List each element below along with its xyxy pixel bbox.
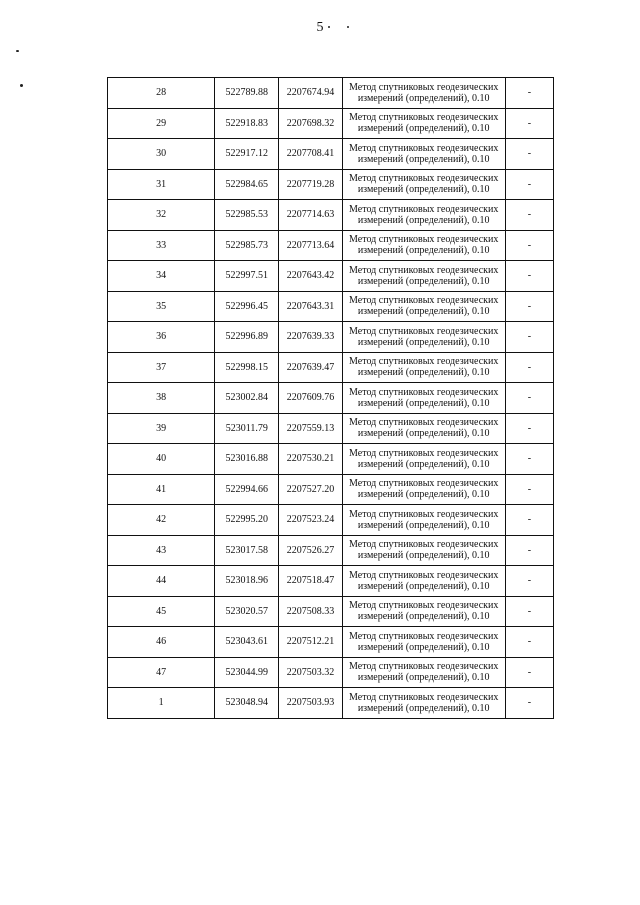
description-cell: -	[505, 78, 553, 109]
point-number-cell: 40	[108, 444, 215, 475]
x-coordinate-cell: 522995.20	[215, 505, 279, 536]
y-coordinate-cell: 2207559.13	[279, 413, 342, 444]
description-cell: -	[505, 261, 553, 292]
point-number-cell: 46	[108, 627, 215, 658]
y-coordinate-cell: 2207530.21	[279, 444, 342, 475]
x-coordinate-cell: 522998.15	[215, 352, 279, 383]
point-number-cell: 30	[108, 139, 215, 170]
table-row	[108, 474, 554, 505]
description-cell: -	[505, 474, 553, 505]
description-cell: -	[505, 413, 553, 444]
method-cell: Метод спутниковых геодезических измерений (определений), 0.10	[342, 566, 505, 597]
y-coordinate-cell: 2207719.28	[279, 169, 342, 200]
x-coordinate-cell: 523043.61	[215, 627, 279, 658]
y-coordinate-cell: 2207708.41	[279, 139, 342, 170]
x-coordinate-cell: 523002.84	[215, 383, 279, 414]
y-coordinate-cell: 2207714.63	[279, 200, 342, 231]
method-cell: Метод спутниковых геодезических измерений (определений), 0.10	[342, 535, 505, 566]
method-cell: Метод спутниковых геодезических измерений (определений), 0.10	[342, 108, 505, 139]
table-row	[108, 413, 554, 444]
method-cell: Метод спутниковых геодезических измерений (определений), 0.10	[342, 505, 505, 536]
point-number-cell: 41	[108, 474, 215, 505]
y-coordinate-cell: 2207674.94	[279, 78, 342, 109]
table-row	[108, 139, 554, 170]
y-coordinate-cell: 2207503.32	[279, 657, 342, 688]
table-row	[108, 200, 554, 231]
x-coordinate-cell: 523016.88	[215, 444, 279, 475]
point-number-cell: 33	[108, 230, 215, 261]
x-coordinate-cell: 522994.66	[215, 474, 279, 505]
table-row	[108, 108, 554, 139]
table-row	[108, 505, 554, 536]
description-cell: -	[505, 566, 553, 597]
y-coordinate-cell: 2207503.93	[279, 688, 342, 719]
point-number-cell: 32	[108, 200, 215, 231]
method-cell: Метод спутниковых геодезических измерений (определений), 0.10	[342, 291, 505, 322]
x-coordinate-cell: 522984.65	[215, 169, 279, 200]
y-coordinate-cell: 2207713.64	[279, 230, 342, 261]
table-row	[108, 261, 554, 292]
point-number-cell: 44	[108, 566, 215, 597]
y-coordinate-cell: 2207643.31	[279, 291, 342, 322]
method-cell: Метод спутниковых геодезических измерений (определений), 0.10	[342, 627, 505, 658]
table-row	[108, 688, 554, 719]
description-cell: -	[505, 352, 553, 383]
y-coordinate-cell: 2207512.21	[279, 627, 342, 658]
description-cell: -	[505, 200, 553, 231]
method-cell: Метод спутниковых геодезических измерений (определений), 0.10	[342, 261, 505, 292]
description-cell: -	[505, 505, 553, 536]
point-number-cell: 42	[108, 505, 215, 536]
method-cell: Метод спутниковых геодезических измерений (определений), 0.10	[342, 322, 505, 353]
table-row	[108, 627, 554, 658]
table-row	[108, 535, 554, 566]
method-cell: Метод спутниковых геодезических измерений (определений), 0.10	[342, 444, 505, 475]
point-number-cell: 45	[108, 596, 215, 627]
y-coordinate-cell: 2207698.32	[279, 108, 342, 139]
x-coordinate-cell: 523017.58	[215, 535, 279, 566]
scan-speck	[20, 84, 23, 87]
method-cell: Метод спутниковых геодезических измерений (определений), 0.10	[342, 596, 505, 627]
description-cell: -	[505, 535, 553, 566]
y-coordinate-cell: 2207526.27	[279, 535, 342, 566]
table-row	[108, 657, 554, 688]
point-number-cell: 43	[108, 535, 215, 566]
point-number-cell: 34	[108, 261, 215, 292]
point-number-cell: 36	[108, 322, 215, 353]
x-coordinate-cell: 523044.99	[215, 657, 279, 688]
method-cell: Метод спутниковых геодезических измерений (определений), 0.10	[342, 230, 505, 261]
method-cell: Метод спутниковых геодезических измерений (определений), 0.10	[342, 688, 505, 719]
page-number: 5	[316, 20, 324, 35]
table-row	[108, 352, 554, 383]
point-number-cell: 38	[108, 383, 215, 414]
method-cell: Метод спутниковых геодезических измерений (определений), 0.10	[342, 139, 505, 170]
method-cell: Метод спутниковых геодезических измерений (определений), 0.10	[342, 657, 505, 688]
description-cell: -	[505, 322, 553, 353]
point-number-cell: 31	[108, 169, 215, 200]
coordinates-table-body	[108, 78, 554, 719]
table-row	[108, 291, 554, 322]
x-coordinate-cell: 523011.79	[215, 413, 279, 444]
y-coordinate-cell: 2207527.20	[279, 474, 342, 505]
description-cell: -	[505, 688, 553, 719]
method-cell: Метод спутниковых геодезических измерений (определений), 0.10	[342, 474, 505, 505]
method-cell: Метод спутниковых геодезических измерений (определений), 0.10	[342, 413, 505, 444]
table-row	[108, 444, 554, 475]
x-coordinate-cell: 523018.96	[215, 566, 279, 597]
x-coordinate-cell: 522985.53	[215, 200, 279, 231]
description-cell: -	[505, 108, 553, 139]
point-number-cell: 29	[108, 108, 215, 139]
x-coordinate-cell: 522996.89	[215, 322, 279, 353]
scan-speck	[16, 50, 19, 52]
point-number-cell: 35	[108, 291, 215, 322]
description-cell: -	[505, 444, 553, 475]
method-cell: Метод спутниковых геодезических измерений (определений), 0.10	[342, 383, 505, 414]
description-cell: -	[505, 169, 553, 200]
table-row	[108, 596, 554, 627]
method-cell: Метод спутниковых геодезических измерений (определений), 0.10	[342, 352, 505, 383]
table-row	[108, 230, 554, 261]
description-cell: -	[505, 627, 553, 658]
x-coordinate-cell: 522997.51	[215, 261, 279, 292]
x-coordinate-cell: 522985.73	[215, 230, 279, 261]
description-cell: -	[505, 230, 553, 261]
method-cell: Метод спутниковых геодезических измерений (определений), 0.10	[342, 200, 505, 231]
x-coordinate-cell: 522789.88	[215, 78, 279, 109]
point-number-cell: 47	[108, 657, 215, 688]
point-number-cell: 39	[108, 413, 215, 444]
y-coordinate-cell: 2207639.47	[279, 352, 342, 383]
description-cell: -	[505, 383, 553, 414]
y-coordinate-cell: 2207508.33	[279, 596, 342, 627]
x-coordinate-cell: 523020.57	[215, 596, 279, 627]
y-coordinate-cell: 2207643.42	[279, 261, 342, 292]
y-coordinate-cell: 2207523.24	[279, 505, 342, 536]
point-number-cell: 1	[108, 688, 215, 719]
description-cell: -	[505, 291, 553, 322]
coordinates-table	[107, 77, 554, 719]
y-coordinate-cell: 2207639.33	[279, 322, 342, 353]
table-row	[108, 383, 554, 414]
table-row	[108, 322, 554, 353]
description-cell: -	[505, 139, 553, 170]
method-cell: Метод спутниковых геодезических измерений (определений), 0.10	[342, 169, 505, 200]
x-coordinate-cell: 522996.45	[215, 291, 279, 322]
y-coordinate-cell: 2207518.47	[279, 566, 342, 597]
table-row	[108, 78, 554, 109]
x-coordinate-cell: 522917.12	[215, 139, 279, 170]
point-number-cell: 28	[108, 78, 215, 109]
description-cell: -	[505, 596, 553, 627]
point-number-cell: 37	[108, 352, 215, 383]
description-cell: -	[505, 657, 553, 688]
x-coordinate-cell: 523048.94	[215, 688, 279, 719]
table-row	[108, 169, 554, 200]
method-cell: Метод спутниковых геодезических измерений (определений), 0.10	[342, 78, 505, 109]
table-row	[108, 566, 554, 597]
y-coordinate-cell: 2207609.76	[279, 383, 342, 414]
x-coordinate-cell: 522918.83	[215, 108, 279, 139]
scan-speck	[328, 26, 330, 28]
scan-speck	[347, 26, 349, 28]
